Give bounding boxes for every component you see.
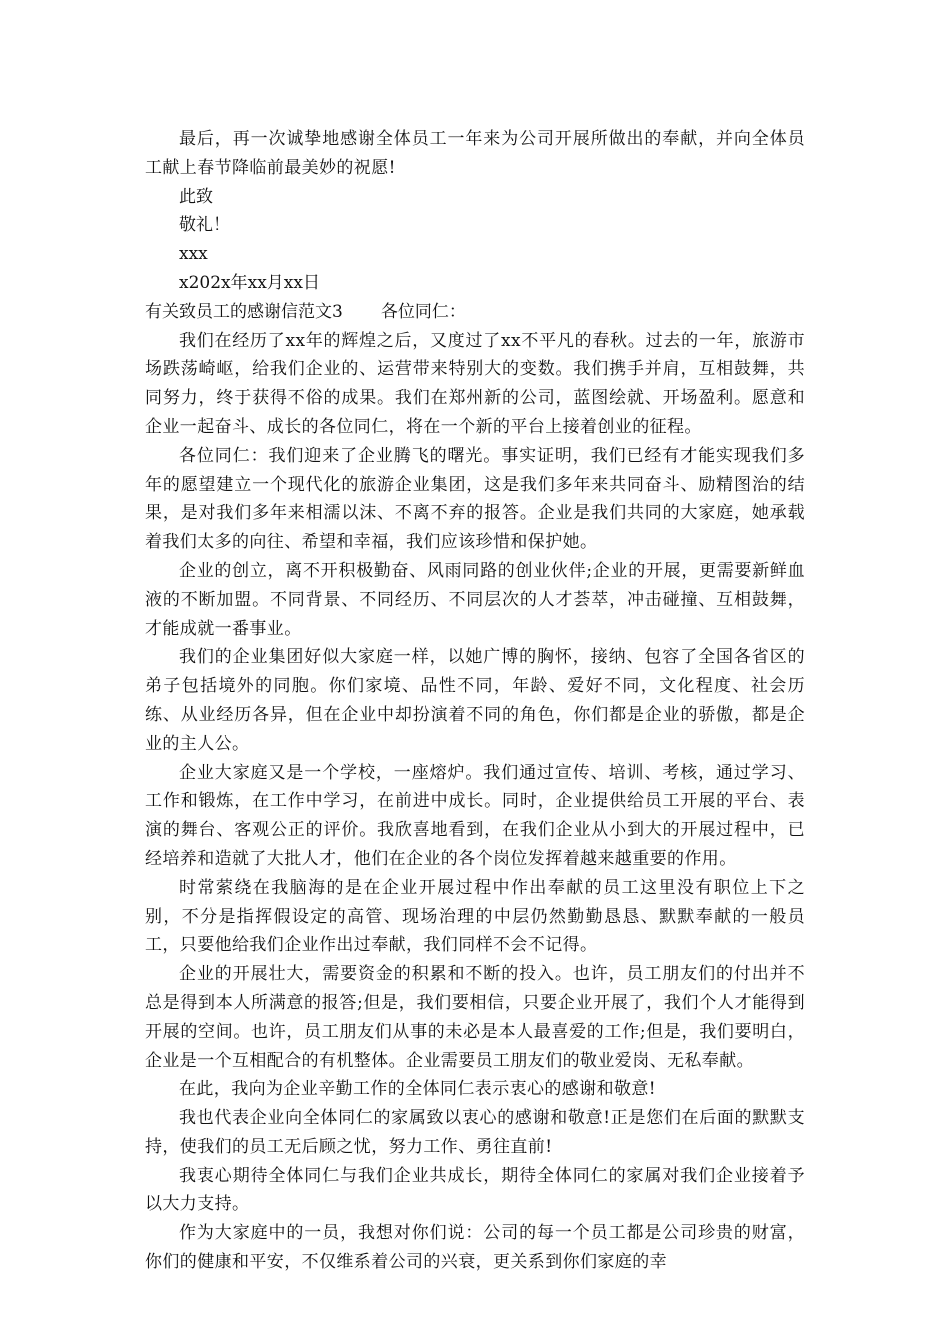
body-paragraph-7: 企业的开展壮大，需要资金的积累和不断的投入。也许，员工朋友们的付出并不总是得到本人所满意的报答;但是，我们要相信，只要企业开展了，我们个人才能得到开展的空间。也许，员工朋友们从事的未必是本人最喜爱的工作;但是，我们要明白，企业是一个互相配合的有机整体。企业需要员工朋友们的敬业爱岗、无私奉献。 xyxy=(145,964,805,1071)
regards-line-2: 敬礼！ xyxy=(179,215,230,236)
letter-date: x202x年xx月xx日 xyxy=(179,272,320,293)
body-paragraph-2: 各位同仁：我们迎来了企业腾飞的曙光。事实证明，我们已经有才能实现我们多年的愿望建立一个现代化的旅游企业集团，这是我们多年来共同奋斗、励精图治的结果，是对我们多年来相濡以沫、不离不弃的报答。企业是我们共同的大家庭，她承载着我们太多的向往、希望和幸福，我们应该珍惜和保护她。 xyxy=(145,445,805,553)
letter-salutation: 各位同仁： xyxy=(380,301,466,322)
body-paragraph-4: 我们的企业集团好似大家庭一样，以她广博的胸怀，接纳、包容了全国各省区的弟子包括境外的同胞。你们家境、品性不同，年龄、爱好不同，文化程度、社会历练、从业经历各异，但在企业中却扮演着不同的角色，你们都是企业的骄傲，都是企业的主人公。 xyxy=(145,647,805,754)
closing-paragraph: 最后，再一次诚挚地感谢全体员工一年来为公司开展所做出的奉献，并向全体员工献上春节降临前最美妙的祝愿! xyxy=(145,129,805,178)
body-paragraph-11: 作为大家庭中的一员，我想对你们说：公司的每一个员工都是公司珍贵的财富，你们的健康和平安，不仅维系着公司的兴衰，更关系到你们家庭的幸 xyxy=(145,1223,805,1273)
letter-heading xyxy=(145,298,805,327)
body-paragraph-5: 企业大家庭又是一个学校，一座熔炉。我们通过宣传、培训、考核，通过学习、工作和锻炼，在工作中学习，在前进中成长。同时，企业提供给员工开展的平台、表演的舞台、客观公正的评价。我欣喜地看到，在我们企业从小到大的开展过程中，已经培养和造就了大批人才，他们在企业的各个岗位发挥着越来越重要的作用。 xyxy=(145,762,805,869)
body-paragraph-6: 时常萦绕在我脑海的是在企业开展过程中作出奉献的员工这里没有职位上下之别，不分是指挥假设定的高管、现场治理的中层仍然勤勤恳恳、默默奉献的一般员工，只要他给我们企业作出过奉献，我们同样不会不记得。 xyxy=(145,877,805,956)
signature: xxx xyxy=(179,244,208,265)
body-paragraph-1: 我们在经历了xx年的辉煌之后，又度过了xx不平凡的春秋。过去的一年，旅游市场跌荡崎岖，给我们企业的、运营带来特别大的变数。我们携手并肩，互相鼓舞，共同努力，终于获得不俗的成果。我们在郑州新的公司，蓝图绘就、开场盈利。愿意和企业一起奋斗、成长的各位同仁，将在一个新的平台上接着创业的征程。 xyxy=(145,330,805,437)
letter-title: 有关致员工的感谢信范文3 xyxy=(145,301,343,322)
document-body xyxy=(145,125,805,1277)
body-paragraph-8: 在此，我向为企业辛勤工作的全体同仁表示衷心的感谢和敬意! xyxy=(179,1079,657,1100)
body-paragraph-9: 我也代表企业向全体同仁的家属致以衷心的感谢和敬意!正是您们在后面的默默支持，使我们的员工无后顾之忧，努力工作、勇往直前! xyxy=(145,1108,805,1157)
regards-line-1: 此致 xyxy=(179,186,213,207)
body-paragraph-10: 我衷心期待全体同仁与我们企业共成长，期待全体同仁的家属对我们企业接着予以大力支持。 xyxy=(145,1165,805,1215)
body-paragraph-3: 企业的创立，离不开积极勤奋、风雨同路的创业伙伴;企业的开展，更需要新鲜血液的不断加盟。不同背景、不同经历、不同层次的人才荟萃，冲击碰撞、互相鼓舞，才能成就一番事业。 xyxy=(145,560,805,639)
